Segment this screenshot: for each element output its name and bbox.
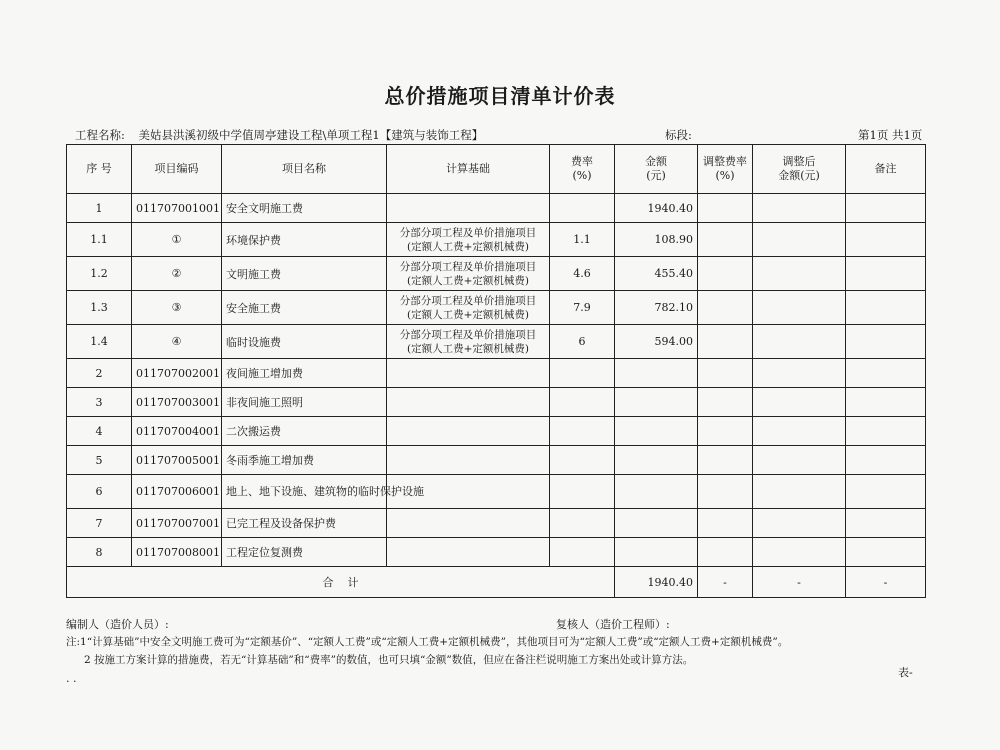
table-row <box>67 257 926 291</box>
row-name: 地上、地下设施、建筑物的临时保护设施 <box>222 475 387 509</box>
row-code: ② <box>132 257 222 291</box>
row-name: 文明施工费 <box>222 257 387 291</box>
table-row <box>67 475 926 509</box>
row-adj-rate <box>698 194 753 223</box>
row-rate <box>550 417 615 446</box>
row-name: 环境保护费 <box>222 223 387 257</box>
row-seq: 1.2 <box>67 257 132 291</box>
row-rate <box>550 388 615 417</box>
row-adj-amount <box>753 388 846 417</box>
col-note-header: 备注 <box>846 145 926 194</box>
row-adj-rate <box>698 257 753 291</box>
row-basis <box>387 509 550 538</box>
table-row <box>67 194 926 223</box>
row-amount: 1940.40 <box>615 194 698 223</box>
section-label: 标段: <box>665 128 692 142</box>
row-name: 安全施工费 <box>222 291 387 325</box>
row-note <box>846 194 926 223</box>
row-note <box>846 509 926 538</box>
row-amount: 455.40 <box>615 257 698 291</box>
row-adj-amount <box>753 325 846 359</box>
row-seq: 3 <box>67 388 132 417</box>
row-adj-rate <box>698 325 753 359</box>
row-adj-amount <box>753 417 846 446</box>
row-note <box>846 291 926 325</box>
row-seq: 1 <box>67 194 132 223</box>
row-name: 非夜间施工照明 <box>222 388 387 417</box>
row-note <box>846 359 926 388</box>
row-note <box>846 417 926 446</box>
table-row <box>67 388 926 417</box>
total-row <box>67 567 926 598</box>
row-basis <box>387 417 550 446</box>
col-code-header: 项目编码 <box>132 145 222 194</box>
footer-dots: . . <box>66 672 77 685</box>
total-amount: 1940.40 <box>615 567 698 598</box>
row-note <box>846 325 926 359</box>
row-basis: 分部分项工程及单价措施项目 (定额人工费+定额机械费) <box>387 291 550 325</box>
row-seq: 6 <box>67 475 132 509</box>
row-rate: 1.1 <box>550 223 615 257</box>
note-1: 注:1“计算基础”中安全文明施工费可为“定额基价”、“定额人工费”或“定额人工费+定额机械费”，其他项目可为“定额人工费”或“定额人工费+定额机械费”。 <box>66 636 789 648</box>
row-code: 011707003001 <box>132 388 222 417</box>
col-name-header: 项目名称 <box>222 145 387 194</box>
row-rate <box>550 475 615 509</box>
row-note <box>846 475 926 509</box>
row-adj-amount <box>753 257 846 291</box>
table-row <box>67 509 926 538</box>
row-adj-rate <box>698 538 753 567</box>
row-note <box>846 388 926 417</box>
row-code: 011707004001 <box>132 417 222 446</box>
row-code: 011707006001 <box>132 475 222 509</box>
row-basis <box>387 359 550 388</box>
row-name: 二次搬运费 <box>222 417 387 446</box>
row-adj-amount <box>753 538 846 567</box>
table-mark: 表- <box>898 666 913 679</box>
row-rate <box>550 538 615 567</box>
row-adj-amount <box>753 446 846 475</box>
row-seq: 5 <box>67 446 132 475</box>
row-adj-amount <box>753 509 846 538</box>
row-code: 011707007001 <box>132 509 222 538</box>
row-amount: 108.90 <box>615 223 698 257</box>
measures-table <box>66 144 926 598</box>
row-name: 已完工程及设备保护费 <box>222 509 387 538</box>
page-title: 总价措施项目清单计价表 <box>384 84 616 108</box>
total-label: 合 计 <box>67 567 615 598</box>
row-adj-rate <box>698 446 753 475</box>
row-adj-rate <box>698 291 753 325</box>
row-note <box>846 538 926 567</box>
row-seq: 2 <box>67 359 132 388</box>
table-row <box>67 359 926 388</box>
project-name: 美姑县洪溪初级中学值周亭建设工程\单项工程1【建筑与装饰工程】 <box>138 128 484 142</box>
row-amount <box>615 359 698 388</box>
row-seq: 1.1 <box>67 223 132 257</box>
row-adj-rate <box>698 509 753 538</box>
row-basis: 分部分项工程及单价措施项目 (定额人工费+定额机械费) <box>387 223 550 257</box>
row-code: 011707002001 <box>132 359 222 388</box>
row-code: ③ <box>132 291 222 325</box>
row-rate: 6 <box>550 325 615 359</box>
row-amount <box>615 446 698 475</box>
total-note: - <box>846 567 926 598</box>
row-amount <box>615 475 698 509</box>
row-name: 冬雨季施工增加费 <box>222 446 387 475</box>
row-adj-rate <box>698 388 753 417</box>
row-seq: 7 <box>67 509 132 538</box>
col-adj-rate-header: 调整费率 (%) <box>698 145 753 194</box>
row-basis <box>387 388 550 417</box>
col-rate-header: 费率 (%) <box>550 145 615 194</box>
row-note <box>846 257 926 291</box>
row-adj-amount <box>753 291 846 325</box>
row-code: ④ <box>132 325 222 359</box>
table-row <box>67 325 926 359</box>
row-adj-rate <box>698 223 753 257</box>
row-note <box>846 223 926 257</box>
row-seq: 8 <box>67 538 132 567</box>
row-basis <box>387 538 550 567</box>
row-seq: 1.3 <box>67 291 132 325</box>
table-row <box>67 223 926 257</box>
row-adj-amount <box>753 194 846 223</box>
table-row <box>67 446 926 475</box>
row-amount <box>615 388 698 417</box>
row-code: 011707005001 <box>132 446 222 475</box>
row-basis <box>387 194 550 223</box>
row-rate <box>550 359 615 388</box>
project-label: 工程名称: <box>75 128 125 142</box>
row-name: 临时设施费 <box>222 325 387 359</box>
row-adj-amount <box>753 223 846 257</box>
row-code: ① <box>132 223 222 257</box>
total-adj-amount: - <box>753 567 846 598</box>
row-code: 011707001001 <box>132 194 222 223</box>
row-adj-rate <box>698 417 753 446</box>
row-amount <box>615 509 698 538</box>
row-seq: 4 <box>67 417 132 446</box>
row-seq: 1.4 <box>67 325 132 359</box>
row-adj-amount <box>753 475 846 509</box>
row-rate <box>550 446 615 475</box>
row-code: 011707008001 <box>132 538 222 567</box>
col-basis-header: 计算基础 <box>387 145 550 194</box>
row-rate: 4.6 <box>550 257 615 291</box>
row-amount: 594.00 <box>615 325 698 359</box>
total-adj-rate: - <box>698 567 753 598</box>
row-adj-rate <box>698 359 753 388</box>
row-basis: 分部分项工程及单价措施项目 (定额人工费+定额机械费) <box>387 257 550 291</box>
col-adj-amount-header: 调整后 金额(元) <box>753 145 846 194</box>
row-amount: 782.10 <box>615 291 698 325</box>
row-name: 工程定位复测费 <box>222 538 387 567</box>
row-adj-rate <box>698 475 753 509</box>
row-note <box>846 446 926 475</box>
row-basis: 分部分项工程及单价措施项目 (定额人工费+定额机械费) <box>387 325 550 359</box>
row-basis <box>387 446 550 475</box>
row-adj-amount <box>753 359 846 388</box>
row-rate <box>550 509 615 538</box>
col-amount-header: 金额 (元) <box>615 145 698 194</box>
table-row <box>67 538 926 567</box>
header-row <box>67 145 926 194</box>
table-row <box>67 417 926 446</box>
row-rate: 7.9 <box>550 291 615 325</box>
row-name: 安全文明施工费 <box>222 194 387 223</box>
page-indicator: 第1页 共1页 <box>858 128 923 142</box>
row-amount <box>615 538 698 567</box>
reviewer-label: 复核人（造价工程师）: <box>556 618 670 631</box>
row-rate <box>550 194 615 223</box>
note-2: 2 按施工方案计算的措施费，若无“计算基础”和“费率”的数值，也可只填“金额”数值，但应在备注栏说明施工方案出处或计算方法。 <box>84 654 694 666</box>
table-row <box>67 291 926 325</box>
project-name-line <box>75 127 483 143</box>
compiler-label: 编制人（造价人员）: <box>66 618 169 631</box>
col-seq-header: 序 号 <box>67 145 132 194</box>
row-name: 夜间施工增加费 <box>222 359 387 388</box>
row-amount <box>615 417 698 446</box>
